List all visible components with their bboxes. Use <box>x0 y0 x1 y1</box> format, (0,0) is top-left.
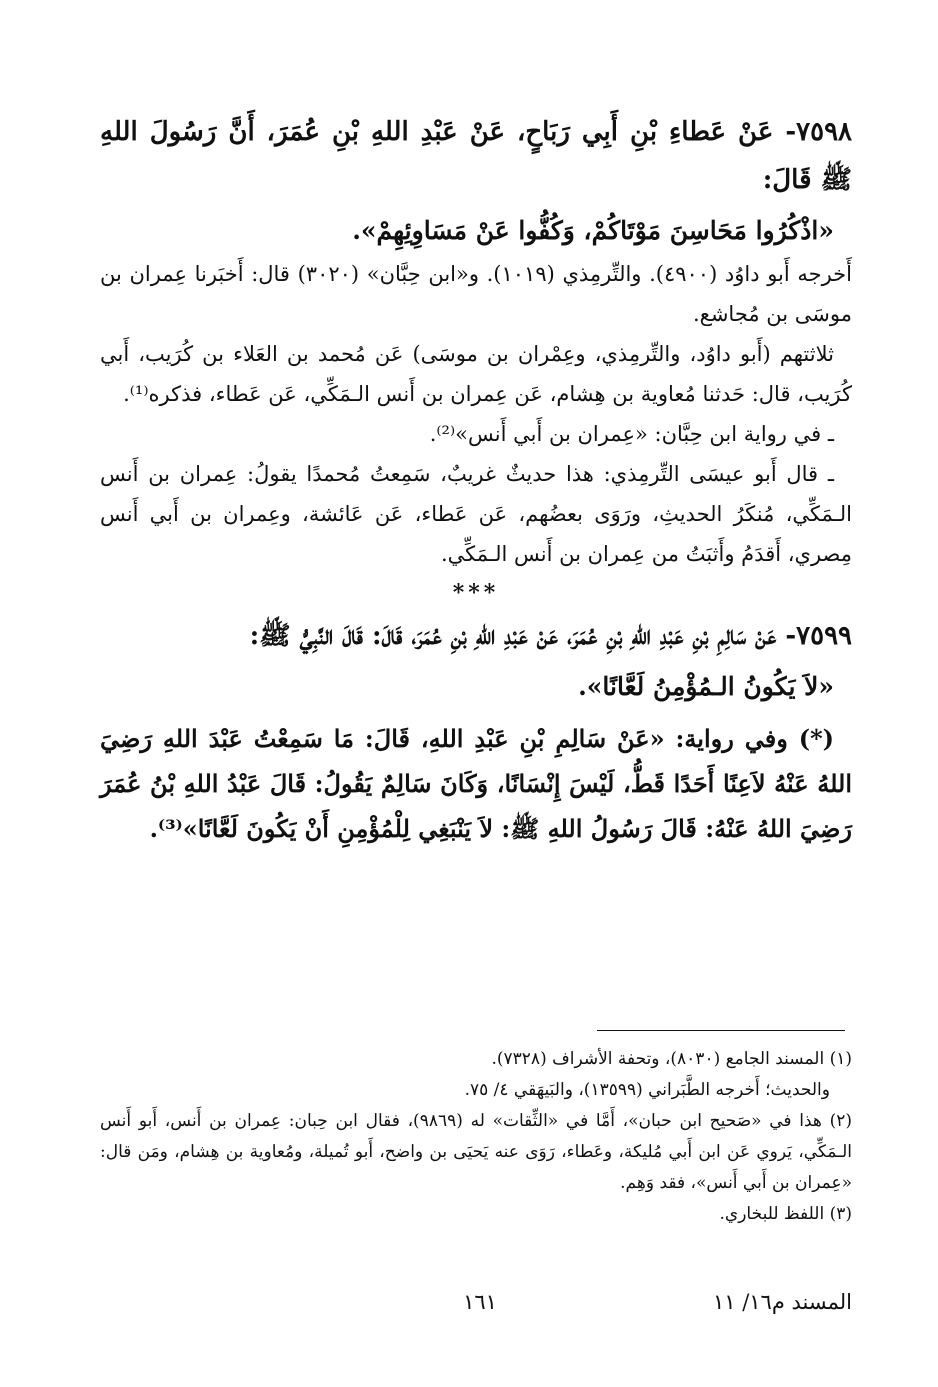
footnotes <box>100 1044 852 1230</box>
page-footer <box>100 1290 852 1326</box>
section-separator: *** <box>452 580 500 606</box>
page-number: ١٦١ <box>463 1290 497 1314</box>
hadith-7598-takhrij: أَخرجه أَبو داوُد (٤٩٠٠). والتِّرمِذي (١٠١٩). و«ابن حِبَّان» (٣٠٢٠) قال: أَخبَرنا عِمران بن موسَى بن مُجاشع. <box>100 262 852 326</box>
hadith-7598-note-ibn-hibban: ـ في رواية ابن حِبَّان: «عِمران بن أَبي أَنس»⁽²⁾. <box>429 422 834 446</box>
hadith-7598-matn: «اذْكُرُوا مَحَاسِنَ مَوْتَاكُمْ، وَكُفُّوا عَنْ مَسَاوِئِهِمْ». <box>352 216 834 245</box>
hadith-7599-heading: ٧٥٩٩- عَنْ سَالِمِ بْنِ عَبْدِ اللهِ بْنِ عُمَرَ، عَنْ عَبْدِ اللهِ بْنِ عُمَرَ، قَالَ: قَالَ النَّبِيُّ ﷺ: <box>249 621 852 651</box>
hadith-7598-isnad: ثلاثتهم (أَبو داوُد، والتِّرمِذي، وعِمْران بن موسَى) عَن مُحمد بن العَلاء بن كُرَيب، أَبي كُرَيب، قال: حَدثنا مُعاوية بن هِشام، عَن عِمران بن أَنس الـمَكِّي، عَن عَطاء، فذكره⁽¹⁾. <box>100 342 852 406</box>
footnote-2: (٢) هذا في «صَحيح ابن حبان»، أَمَّا في «الثِّقات» له (٩٨٦٩)، فقال ابن حِبان: عِمران بن أَنس، أَبو أَنس الـمَكِّي، يَروي عَن ابن أَبي مُليكة، وعَطاء، رَوَى عنه يَحيَى بن واضح، أَبو تُميلة، ومُعاوية بن هِشام، ومَن قال: «عِمران بن أَبي أَنس»، فقد وَهِم. <box>100 1111 852 1193</box>
hadith-7598-heading: ٧٥٩٨- عَنْ عَطاءِ بْنِ أَبِي رَبَاحٍ، عَنْ عَبْدِ اللهِ بْنِ عُمَرَ، أَنَّ رَسُولَ اللهِ ﷺ قَالَ: <box>100 117 852 195</box>
volume-reference: المسند م١٦/ ١١ <box>712 1290 852 1314</box>
footnote-3: (٣) اللفظ للبخاري. <box>719 1204 852 1224</box>
hadith-7599-riwaya: (*) وفي رواية: «عَنْ سَالِمِ بْنِ عَبْدِ اللهِ، قَالَ: مَا سَمِعْتُ عَبْدَ اللهِ رَضِيَ اللهُ عَنْهُ لاَعِنًا أَحَدًا قَطُّ، لَيْسَ إِنْسَانًا، وَكَانَ سَالِمٌ يَقُولُ: قَالَ عَبْدُ اللهِ بْنُ عُمَرَ رَضِيَ اللهُ عَنْهُ: قَالَ رَسُولُ اللهِ ﷺ: لاَ يَنْبَغِي لِلْمُؤْمِنِ أَنْ يَكُونَ لَعَّانًا»⁽³⁾. <box>100 724 852 843</box>
footnote-1: (١) المسند الجامع (٨٠٣٠)، وتحفة الأشراف (٧٣٢٨). <box>491 1049 852 1069</box>
footnote-divider <box>597 1030 845 1031</box>
hadith-7599-matn: «لاَ يَكُونُ الـمُؤْمِنُ لَعَّانًا». <box>578 672 834 701</box>
footnote-1-continuation: والحديث؛ أَخرجه الطَّبَراني (١٣٥٩٩)، والبَيهَقي ٤/ ٧٥. <box>464 1080 830 1100</box>
hadith-7598-note-tirmidhi: ـ قال أَبو عيسَى التِّرمِذي: هذا حديثٌ غريبٌ، سَمِعتُ مُحمدًا يقولُ: عِمران بن أَنس الـمَكِّي، مُنكَرُ الحديثِ، ورَوَى بعضُهم، عَن عَطاء، عَن عَائشة، وعِمران بن أَبي أَنس مِصري، أَقدَمُ وأَثبَتُ من عِمران بن أَنس الـمَكِّي. <box>100 462 852 566</box>
page-body <box>100 108 852 851</box>
